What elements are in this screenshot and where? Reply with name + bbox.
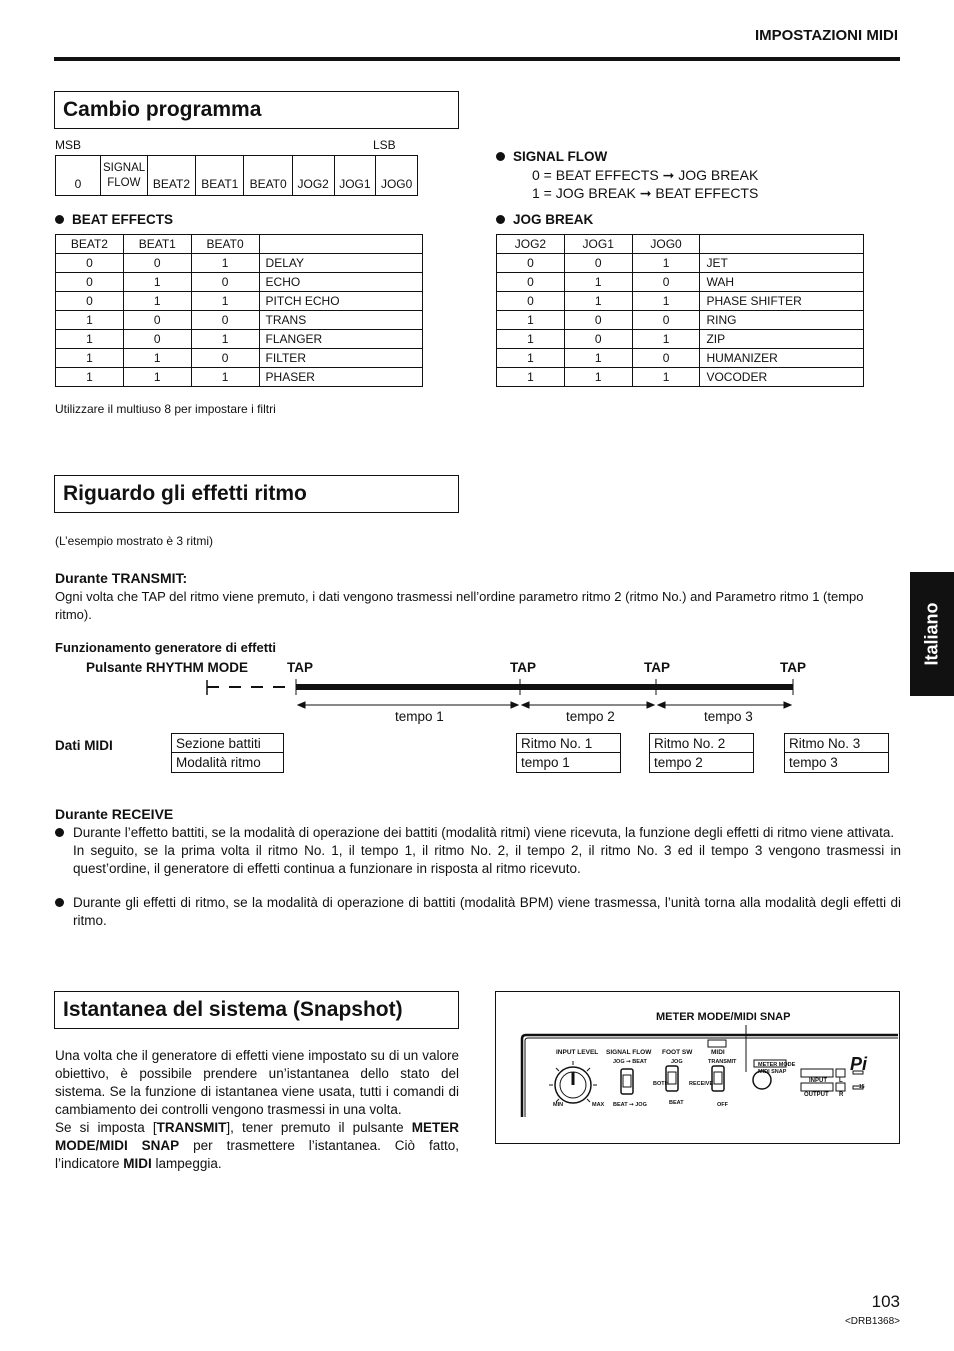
table-cell: 1 (191, 254, 259, 273)
label-beat-jog: BEAT ➞ JOG (613, 1102, 647, 1108)
table-cell: 0 (56, 292, 124, 311)
label-foot-sw: FOOT SW (662, 1049, 693, 1056)
rhythm-mode-button-label: Pulsante RHYTHM MODE (86, 660, 249, 675)
table-row (56, 311, 423, 330)
table-row (497, 349, 864, 368)
table-cell: 1 (497, 368, 565, 387)
label-output: OUTPUT (804, 1092, 829, 1098)
label-min: MIN (553, 1102, 564, 1108)
signal-flow-line: 0 = BEAT EFFECTS ➞ JOG BREAK (532, 167, 759, 183)
table-cell: 1 (564, 292, 632, 311)
signal-flow-line: 1 = JOG BREAK ➞ BEAT EFFECTS (532, 185, 759, 201)
table-row (497, 273, 864, 292)
diagram-title: Funzionamento generatore di effetti (55, 640, 277, 655)
beat-effects-table (55, 234, 423, 387)
signal-flow-title: SIGNAL FLOW (513, 149, 608, 164)
device-panel-drawing (516, 1025, 900, 1120)
midi-box-cell: Ritmo No. 3 (784, 733, 889, 753)
table-cell: 0 (191, 273, 259, 292)
label-max: MAX (592, 1102, 605, 1108)
table-row (56, 330, 423, 349)
snapshot-paragraph-2 (55, 1119, 459, 1173)
label-off: OFF (717, 1102, 728, 1108)
label-l: L (839, 1078, 843, 1084)
side-tab-label: Italiano (921, 602, 942, 666)
snapshot-paragraph: Una volta che il generatore di effetti viene impostato su di un valore obiettivo, è possibile prendere un’istantanea dello stato del sistema. Se la funzione di istantanea viene usata, tutti i comandi di cambiamento dei controlli vengono trasmessi in una volta. (55, 1048, 459, 1117)
table-row (497, 368, 864, 387)
table-row (497, 330, 864, 349)
bullet-icon (55, 215, 64, 224)
jog-break-table (496, 234, 864, 387)
label-transmit: TRANSMIT (708, 1059, 737, 1065)
table-cell: 0 (497, 254, 565, 273)
label-jog: JOG (671, 1059, 683, 1065)
table-cell: 1 (123, 292, 191, 311)
msb-label: MSB (55, 138, 82, 152)
table-cell: 0 (497, 292, 565, 311)
page-number: 103 (871, 1292, 900, 1311)
header-section-title: IMPOSTAZIONI MIDI (754, 27, 898, 44)
table-cell: 1 (123, 368, 191, 387)
table-header: BEAT1 (123, 235, 191, 254)
text-run: per trasmettere l’istantanea. Ciò fatto, l’indicatore (55, 1138, 459, 1171)
table-cell: 1 (191, 330, 259, 349)
text-run: TRANSMIT (156, 1120, 227, 1135)
table-header: JOG1 (564, 235, 632, 254)
midi-data-box (171, 733, 284, 773)
table-header: JOG0 (632, 235, 700, 254)
brand-logo: Pi (850, 1054, 868, 1074)
bullet-icon (55, 828, 64, 837)
transmit-text: Ogni volta che TAP del ritmo viene premuto, i dati vengono trasmessi nell’ordine parametro ritmo 2 (ritmo No.) and Parametro ritmo 1 (tempo ritmo). (55, 589, 864, 622)
table-cell: 1 (632, 254, 700, 273)
text-run: lampeggia. (151, 1156, 222, 1171)
section-title-program-change: Cambio programma (54, 91, 459, 129)
label-both: BOTH (653, 1081, 669, 1087)
table-cell: ZIP (700, 330, 864, 349)
table-cell: TRANS (259, 311, 422, 330)
table-header: BEAT2 (56, 235, 124, 254)
bit-layout-table (55, 155, 418, 196)
receive-bullet-text: Durante l’effetto battiti, se la modalità di operazione dei battiti (modalità ritmi) viene ricevuta, la funzione degli effetti di ritmo viene attivata. (73, 825, 895, 840)
table-row (497, 292, 864, 311)
midi-box-cell: tempo 3 (784, 753, 889, 773)
table-cell: HUMANIZER (700, 349, 864, 368)
midi-box-cell: tempo 2 (649, 753, 754, 773)
receive-title: Durante RECEIVE (55, 806, 174, 822)
signal-flow-block (496, 148, 758, 202)
bit-cell: BEAT2 (147, 156, 195, 196)
bullet-icon (496, 152, 505, 161)
receive-bullet-text: In seguito, se la prima volta il ritmo No. 1, il tempo 1, il ritmo No. 2, il tempo 2, il ritmo No. 3 ed il tempo 3 vengono trasmessi in quest’ordine, il generatore di effetti continua a funzionare in risposta al ritmo ricevuto. (73, 843, 901, 876)
table-header (259, 235, 422, 254)
tempo-label: tempo 2 (566, 709, 615, 724)
table-cell: 1 (123, 273, 191, 292)
table-cell: 1 (497, 311, 565, 330)
bit-cell: BEAT0 (244, 156, 292, 196)
figure-caption: METER MODE/MIDI SNAP (656, 1011, 791, 1023)
table-cell: 1 (564, 273, 632, 292)
table-cell: PHASE SHIFTER (700, 292, 864, 311)
midi-data-box (516, 733, 621, 773)
section-title-rhythm: Riguardo gli effetti ritmo (54, 475, 459, 513)
table-cell: 1 (123, 349, 191, 368)
table-cell: VOCODER (700, 368, 864, 387)
table-cell: RING (700, 311, 864, 330)
table-cell: 0 (191, 349, 259, 368)
bit-cell: 0 (56, 156, 101, 196)
table-row (56, 273, 423, 292)
table-cell: 1 (564, 368, 632, 387)
table-cell: 0 (191, 311, 259, 330)
bit-cell: BEAT1 (196, 156, 244, 196)
label-receive: RECEIVE (689, 1081, 714, 1087)
table-cell: 0 (56, 273, 124, 292)
text-run: METER MODE/MIDI SNAP (55, 1120, 459, 1153)
label-signal-flow: SIGNAL FLOW (606, 1049, 652, 1056)
label-db: −15 (856, 1084, 865, 1090)
midi-box-cell: Ritmo No. 2 (649, 733, 754, 753)
table-cell: 1 (497, 330, 565, 349)
table-cell: JET (700, 254, 864, 273)
beat-effects-title: BEAT EFFECTS (72, 212, 173, 227)
table-cell: 1 (56, 368, 124, 387)
table-cell: FLANGER (259, 330, 422, 349)
table-cell: 0 (564, 330, 632, 349)
bit-cell: JOG0 (376, 156, 418, 196)
table-row (497, 254, 864, 273)
example-note: (L’esempio mostrato è 3 ritmi) (55, 534, 214, 548)
tap-label: TAP (644, 660, 670, 675)
table-cell: 0 (123, 254, 191, 273)
table-header (700, 235, 864, 254)
table-cell: 1 (56, 311, 124, 330)
midi-box-cell: Sezione battiti (171, 733, 284, 753)
table-cell: WAH (700, 273, 864, 292)
table-cell: PHASER (259, 368, 422, 387)
label-beat: BEAT (669, 1100, 684, 1106)
table-cell: 1 (191, 368, 259, 387)
label-jog-beat: JOG ➞ BEAT (613, 1059, 647, 1065)
table-cell: 0 (564, 311, 632, 330)
table-cell: 0 (56, 254, 124, 273)
table-cell: 1 (56, 330, 124, 349)
table-cell: 0 (632, 311, 700, 330)
bullet-icon (496, 215, 505, 224)
device-panel-figure (495, 991, 900, 1144)
table-header: JOG2 (497, 235, 565, 254)
tap-label: TAP (780, 660, 806, 675)
text-run: Se si imposta [ (55, 1120, 157, 1135)
table-cell: 1 (564, 349, 632, 368)
table-cell: 1 (632, 330, 700, 349)
table-row (56, 254, 423, 273)
midi-data-label: Dati MIDI (55, 738, 113, 753)
label-midi-snap: MIDI SNAP (758, 1069, 787, 1075)
table-cell: FILTER (259, 349, 422, 368)
receive-bullet-text: Durante gli effetti di ritmo, se la modalità di operazione di battiti (modalità BPM) viene trasmessa, l’unità torna alla modalità degli effetti di ritmo. (73, 895, 901, 928)
table-cell: 1 (497, 349, 565, 368)
table-cell: 0 (632, 349, 700, 368)
midi-box-cell: Modalità ritmo (171, 753, 284, 773)
transmit-title: Durante TRANSMIT: (55, 570, 188, 586)
arrowhead-icon (784, 702, 791, 708)
receive-bullets (55, 824, 901, 930)
table-cell: 1 (56, 349, 124, 368)
midi-box-cell: Ritmo No. 1 (516, 733, 621, 753)
table-cell: 0 (564, 254, 632, 273)
bit-cell: JOG2 (292, 156, 334, 196)
table-cell: ECHO (259, 273, 422, 292)
table-cell: 1 (632, 368, 700, 387)
table-header: BEAT0 (191, 235, 259, 254)
doc-code: <DRB1368> (844, 1316, 900, 1327)
language-side-tab (910, 572, 954, 696)
arrowhead-icon (522, 702, 529, 708)
filter-note: Utilizzare il multiuso 8 per impostare i filtri (55, 402, 276, 416)
snapshot-text (55, 1047, 459, 1173)
tap-label: TAP (510, 660, 536, 675)
arrowhead-icon (658, 702, 665, 708)
arrowhead-icon (511, 702, 518, 708)
arrowhead-icon (647, 702, 654, 708)
jog-break-title: JOG BREAK (513, 212, 594, 227)
tap-label: TAP (287, 660, 313, 675)
bit-cell: JOG1 (334, 156, 376, 196)
text-run: MIDI (123, 1156, 152, 1171)
lsb-label: LSB (373, 138, 396, 152)
table-cell: 0 (497, 273, 565, 292)
label-midi: MIDI (711, 1049, 725, 1056)
label-input-level: INPUT LEVEL (556, 1049, 599, 1056)
bit-cell: SIGNAL FLOW (101, 156, 148, 196)
midi-box-cell: tempo 1 (516, 753, 621, 773)
table-cell: PITCH ECHO (259, 292, 422, 311)
table-cell: 0 (123, 330, 191, 349)
table-cell: 0 (632, 273, 700, 292)
table-cell: DELAY (259, 254, 422, 273)
midi-data-box (784, 733, 889, 773)
label-meter-mode: METER MODE (758, 1062, 796, 1068)
section-title-snapshot: Istantanea del sistema (Snapshot) (54, 991, 459, 1029)
table-row (497, 311, 864, 330)
table-cell: 1 (191, 292, 259, 311)
arrowhead-icon (298, 702, 305, 708)
table-row (56, 368, 423, 387)
bullet-icon (55, 898, 64, 907)
tempo-label: tempo 1 (395, 709, 444, 724)
tempo-label: tempo 3 (704, 709, 753, 724)
table-row (56, 349, 423, 368)
label-r: R (839, 1092, 844, 1098)
label-input: INPUT (809, 1078, 827, 1084)
table-cell: 1 (632, 292, 700, 311)
text-run: ], tener premuto il pulsante (226, 1120, 412, 1135)
header-rule (54, 57, 900, 61)
table-cell: 0 (123, 311, 191, 330)
midi-data-box (649, 733, 754, 773)
table-row (56, 292, 423, 311)
